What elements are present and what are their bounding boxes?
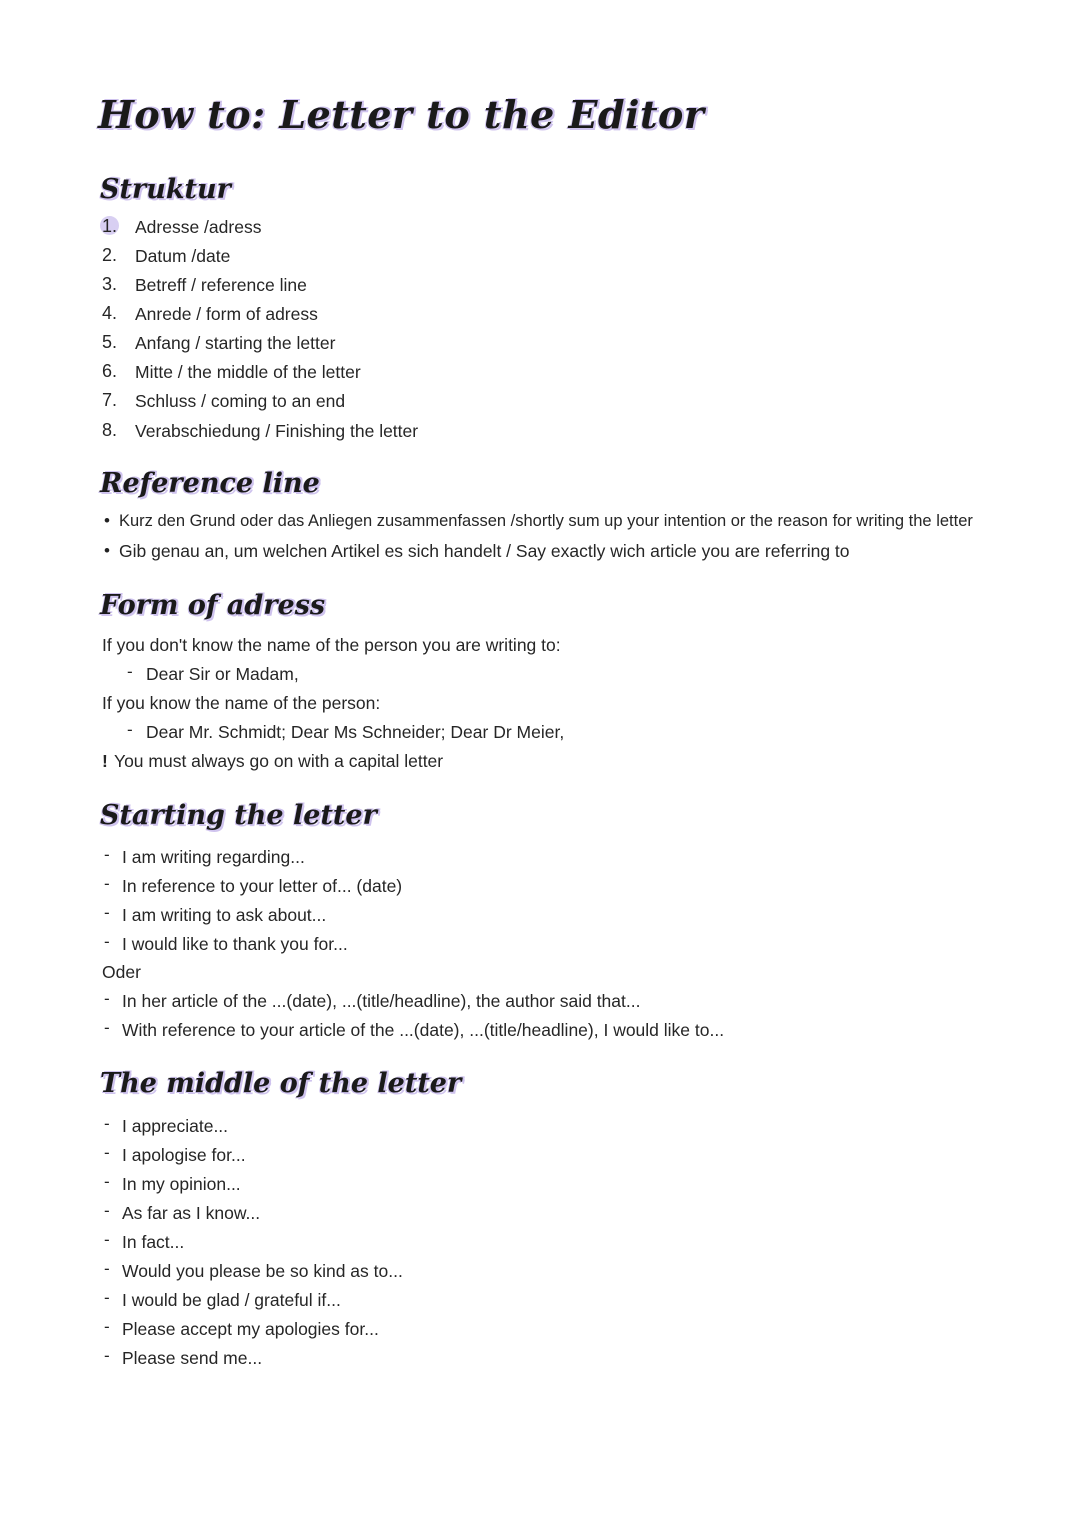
list-item: Kurz den Grund oder das Anliegen zusammenfassen /shortly sum up your intention or the reason for writing the letter [119,512,973,530]
list-item: I would like to thank you for... [122,934,348,954]
example-line: Dear Mr. Schmidt; Dear Ms Schneider; Dear Dr Meier, [146,722,565,742]
list-item: In reference to your letter of... (date) [122,876,403,896]
list-item: Datum /date [135,246,231,266]
list-item: Schluss / coming to an end [135,391,346,411]
list-item: Mitte / the middle of the letter [135,362,361,382]
list-number: 5. [102,332,118,352]
dash-icon: - [104,1018,110,1037]
list-item: I appreciate... [122,1116,229,1136]
list-item: I am writing regarding... [122,847,305,867]
list-item: I apologise for... [122,1145,246,1165]
list-number: 6. [102,361,118,381]
list-item: I am writing to ask about... [122,905,327,925]
list-item: I would be glad / grateful if... [122,1290,341,1310]
section-heading-form-of-adress: Form of adress [100,590,326,621]
dash-icon: - [104,1143,110,1162]
bullet-icon: • [104,541,110,560]
dash-icon: - [104,1259,110,1278]
list-number: 1. [101,216,117,236]
oder-label: Oder [102,962,141,982]
dash-icon: - [104,1172,110,1191]
list-item: Verabschiedung / Finishing the letter [135,421,419,441]
list-item: In her article of the ...(date), ...(title/headline), the author said that... [122,991,641,1011]
dash-icon: - [104,845,110,864]
list-item: Would you please be so kind as to... [122,1261,403,1281]
list-number: 3. [102,274,118,294]
section-heading-middle-of-the-letter: The middle of the letter [100,1068,462,1099]
dash-icon: - [104,903,110,922]
list-item: As far as I know... [122,1203,261,1223]
section-heading-reference-line: Reference line [100,468,320,499]
dash-icon: - [104,874,110,893]
list-item: Gib genau an, um welchen Artikel es sich handelt / Say exactly wich article you are referring to [119,541,850,561]
list-item: Adresse /adress [135,217,262,237]
dash-icon: - [104,932,110,951]
list-item: In my opinion... [122,1174,241,1194]
note-text: You must always go on with a capital letter [114,751,444,771]
list-number: 8. [102,420,118,440]
dash-icon: - [104,1288,110,1307]
exclamation-icon: ! [102,751,108,771]
list-item: In fact... [122,1232,185,1252]
list-item: Please accept my apologies for... [122,1319,379,1339]
list-item: Anfang / starting the letter [135,333,336,353]
dash-icon: - [104,989,110,1008]
list-item: With reference to your article of the ...(date), ...(title/headline), I would like to... [122,1020,725,1040]
example-line: Dear Sir or Madam, [146,664,299,684]
list-item: Anrede / form of adress [135,304,318,324]
dash-icon: - [127,662,133,681]
page-title: How to: Letter to the Editor [98,92,705,137]
dash-icon: - [127,720,133,739]
dash-icon: - [104,1201,110,1220]
dash-icon: - [104,1317,110,1336]
dash-icon: - [104,1114,110,1133]
section-heading-struktur: Struktur [100,174,231,205]
dash-icon: - [104,1346,110,1365]
section-heading-starting-the-letter: Starting the letter [100,800,377,831]
list-number: 7. [102,390,118,410]
list-number: 2. [102,245,118,265]
dash-icon: - [104,1230,110,1249]
list-number: 4. [102,303,118,323]
bullet-icon: • [104,511,110,530]
list-item: Please send me... [122,1348,263,1368]
paragraph: If you know the name of the person: [102,693,381,713]
list-item: Betreff / reference line [135,275,307,295]
paragraph: If you don't know the name of the person you are writing to: [102,635,561,655]
